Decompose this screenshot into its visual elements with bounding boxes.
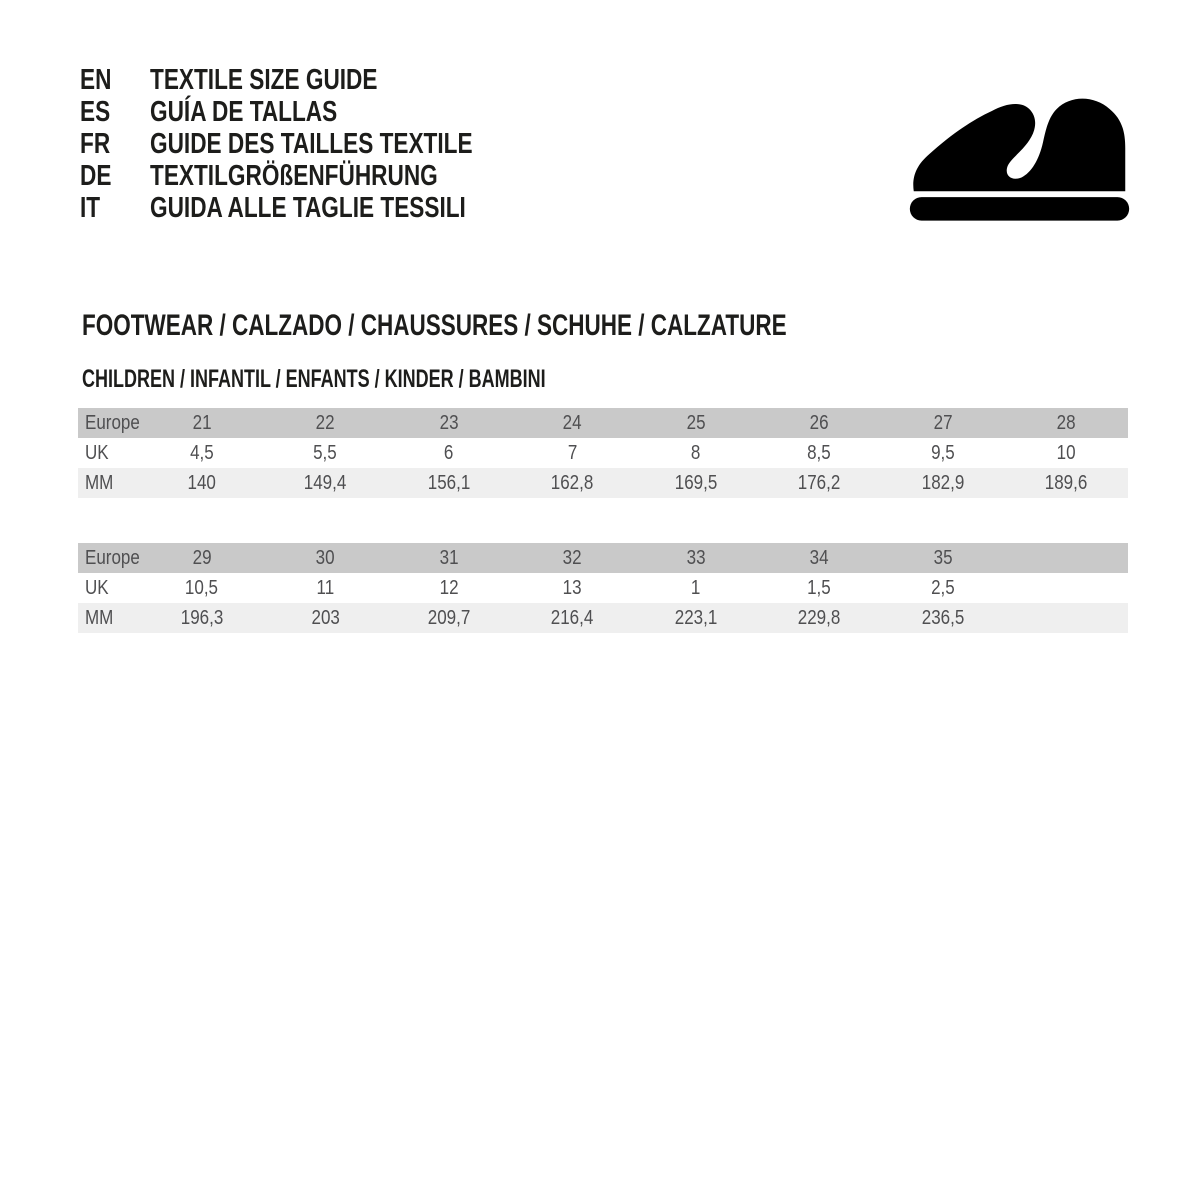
- language-code: ES: [80, 95, 111, 128]
- language-title-list: [80, 64, 564, 224]
- size-cell: 169,5: [634, 468, 758, 498]
- table-row: [78, 573, 1128, 603]
- language-row: [80, 128, 564, 160]
- size-cell: 236,5: [881, 603, 1005, 633]
- size-cell: 9,5: [881, 438, 1005, 468]
- children-shoe-icon: [902, 84, 1137, 224]
- table-row: [78, 408, 1128, 438]
- size-cell: 7: [511, 438, 635, 468]
- size-cell: 182,9: [881, 468, 1005, 498]
- language-title: TEXTILE SIZE GUIDE: [150, 63, 378, 96]
- language-row: [80, 64, 564, 96]
- language-title: TEXTILGRÖßENFÜHRUNG: [150, 159, 438, 192]
- size-cell: 8,5: [758, 438, 882, 468]
- size-cell: 149,4: [264, 468, 388, 498]
- size-cell: 176,2: [758, 468, 882, 498]
- size-cell: 12: [387, 573, 511, 603]
- row-label: MM: [78, 603, 140, 633]
- size-cell: 35: [881, 543, 1005, 573]
- size-cell: [1005, 543, 1129, 573]
- size-cell: 6: [387, 438, 511, 468]
- size-cell: 31: [387, 543, 511, 573]
- size-cell: 140: [140, 468, 264, 498]
- children-size-table-2: [78, 543, 1128, 633]
- language-row: [80, 160, 564, 192]
- language-code: DE: [80, 159, 112, 192]
- size-cell: 229,8: [758, 603, 882, 633]
- language-code: IT: [80, 191, 101, 224]
- size-cell: 196,3: [140, 603, 264, 633]
- size-cell: 10: [1005, 438, 1129, 468]
- size-cell: 156,1: [387, 468, 511, 498]
- size-cell: 32: [511, 543, 635, 573]
- size-cell: 216,4: [511, 603, 635, 633]
- size-cell: 1: [634, 573, 758, 603]
- language-row: [80, 96, 564, 128]
- language-title: GUIDE DES TAILLES TEXTILE: [150, 127, 473, 160]
- language-code: EN: [80, 63, 112, 96]
- size-cell: 30: [264, 543, 388, 573]
- children-size-table-1: [78, 408, 1128, 498]
- row-label: UK: [78, 573, 140, 603]
- subsection-title-wrap: [82, 364, 726, 394]
- size-cell: 11: [264, 573, 388, 603]
- size-cell: 223,1: [634, 603, 758, 633]
- size-cell: 203: [264, 603, 388, 633]
- size-cell: 4,5: [140, 438, 264, 468]
- row-label: Europe: [78, 408, 140, 438]
- language-row: [80, 192, 564, 224]
- size-cell: 21: [140, 408, 264, 438]
- row-label: MM: [78, 468, 140, 498]
- size-cell: 1,5: [758, 573, 882, 603]
- size-cell: 26: [758, 408, 882, 438]
- size-cell: 29: [140, 543, 264, 573]
- size-cell: 8: [634, 438, 758, 468]
- size-cell: 28: [1005, 408, 1129, 438]
- size-cell: 25: [634, 408, 758, 438]
- table-row: [78, 438, 1128, 468]
- size-cell: [1005, 603, 1129, 633]
- language-title: GUÍA DE TALLAS: [150, 95, 338, 128]
- size-cell: 209,7: [387, 603, 511, 633]
- size-cell: 23: [387, 408, 511, 438]
- language-code: FR: [80, 127, 111, 160]
- table-row: [78, 468, 1128, 498]
- table-row: [78, 543, 1128, 573]
- size-cell: 24: [511, 408, 635, 438]
- size-cell: 22: [264, 408, 388, 438]
- size-cell: 34: [758, 543, 882, 573]
- section-title-wrap: [82, 308, 1021, 344]
- row-label: Europe: [78, 543, 140, 573]
- row-label: UK: [78, 438, 140, 468]
- size-cell: 5,5: [264, 438, 388, 468]
- size-cell: 162,8: [511, 468, 635, 498]
- size-cell: 189,6: [1005, 468, 1129, 498]
- size-cell: [1005, 573, 1129, 603]
- size-cell: 27: [881, 408, 1005, 438]
- language-title: GUIDA ALLE TAGLIE TESSILI: [150, 191, 466, 224]
- subsection-title: CHILDREN / INFANTIL / ENFANTS / KINDER / BAMBINI: [82, 365, 546, 393]
- size-cell: 10,5: [140, 573, 264, 603]
- section-title: FOOTWEAR / CALZADO / CHAUSSURES / SCHUHE / CALZATURE: [82, 309, 787, 342]
- size-cell: 33: [634, 543, 758, 573]
- size-cell: 2,5: [881, 573, 1005, 603]
- size-cell: 13: [511, 573, 635, 603]
- table-row: [78, 603, 1128, 633]
